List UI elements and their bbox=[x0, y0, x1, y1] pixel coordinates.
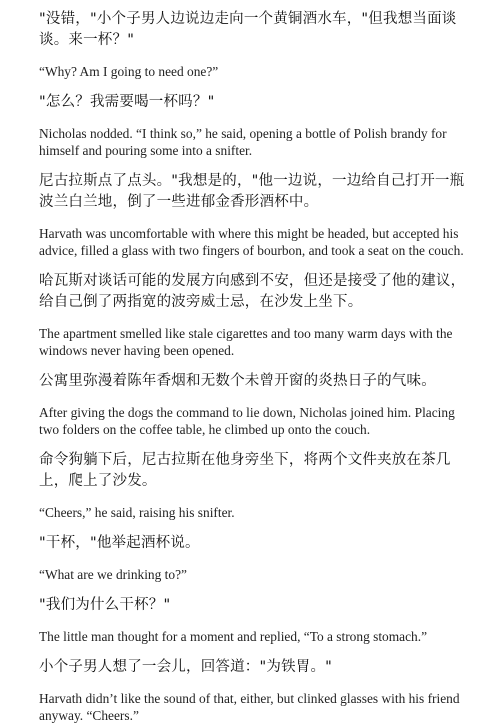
paragraph-en-2: Nicholas nodded. “I think so,” he said, opening a bottle of Polish brandy for himself and pouring some into a snifter. bbox=[39, 126, 447, 158]
paragraph-en-8: The little man thought for a moment and replied, “To a strong stomach.” bbox=[39, 629, 428, 644]
paragraph-en-5: After giving the dogs the command to lie down, Nicholas joined him. Placing two folders on the coffee table, he climbed up onto the couch. bbox=[39, 405, 455, 437]
paragraph-zh-9: 小个子男人想了一会儿，回答道："为铁胃。" bbox=[39, 659, 333, 675]
paragraph-en-7: “What are we drinking to?” bbox=[39, 567, 187, 582]
paragraph-zh-8: "我们为什么干杯？" bbox=[39, 597, 171, 613]
paragraph-zh-2: "怎么？我需要喝一杯吗？" bbox=[39, 94, 215, 110]
paragraph-en-3: Harvath was uncomfortable with where this might be headed, but accepted his advice, filled a glass with two fingers of bourbon, and took a seat on the couch. bbox=[39, 226, 464, 258]
paragraph-zh-4: 哈瓦斯对谈话可能的发展方向感到不安，但还是接受了他的建议，给自己倒了两指宽的波旁威士忌，在沙发上坐下。 bbox=[39, 273, 466, 310]
paragraph-zh-6: 命令狗躺下后，尼古拉斯在他身旁坐下，将两个文件夹放在茶几上，爬上了沙发。 bbox=[39, 452, 451, 489]
paragraph-en-4: The apartment smelled like stale cigarettes and too many warm days with the windows never having been opened. bbox=[39, 326, 453, 358]
paragraph-zh-5: 公寓里弥漫着陈年香烟和无数个未曾开窗的炎热日子的气味。 bbox=[39, 373, 436, 389]
paragraph-zh-7: "干杯，"他举起酒杯说。 bbox=[39, 535, 200, 551]
paragraph-en-9: Harvath didn’t like the sound of that, either, but clinked glasses with his friend anyway. “Cheers.” bbox=[39, 691, 460, 723]
paragraph-zh-1: "没错，"小个子男人边说边走向一个黄铜酒水车，"但我想当面谈谈。来一杯？" bbox=[39, 11, 457, 48]
paragraph-zh-3: 尼古拉斯点了点头。"我想是的，"他一边说，一边给自己打开一瓶波兰白兰地，倒了一些进郁金香形酒杯中。 bbox=[39, 173, 465, 210]
paragraph-en-6: “Cheers,” he said, raising his snifter. bbox=[39, 505, 235, 520]
paragraph-en-1: “Why? Am I going to need one?” bbox=[39, 64, 219, 79]
